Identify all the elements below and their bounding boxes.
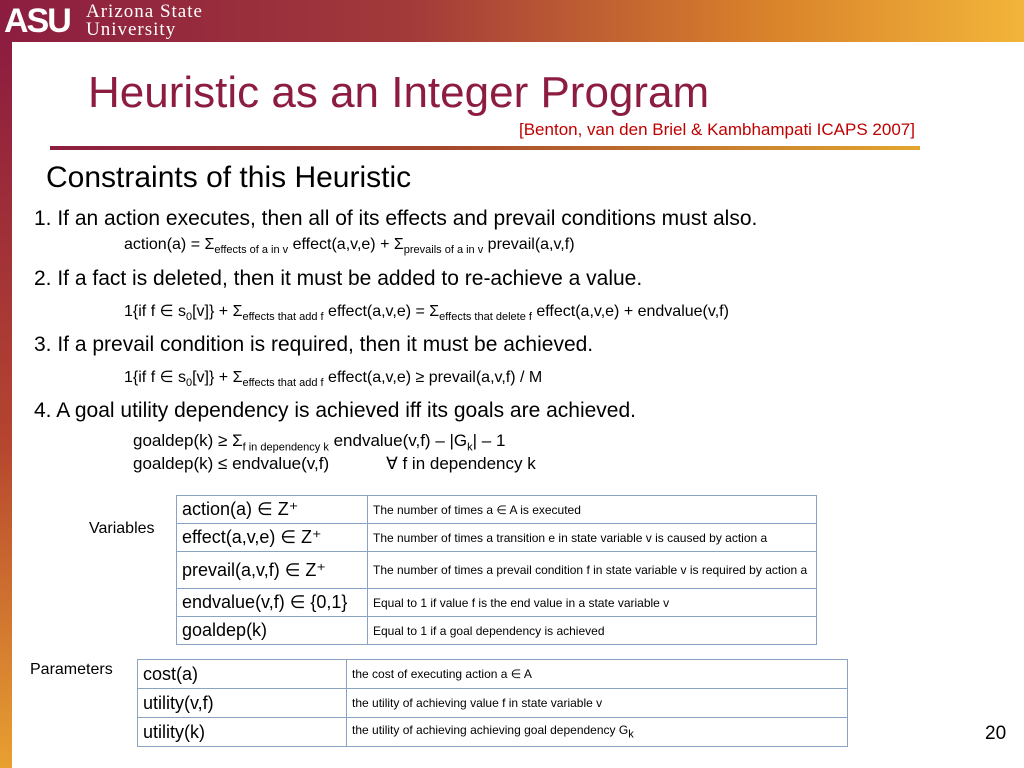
table-row (177, 617, 817, 645)
parameters-table (137, 659, 848, 747)
title-rule (50, 146, 920, 150)
equation-5: goaldep(k) ≤ endvalue(v,f) ∀ f in dependency k (133, 454, 536, 473)
table-row (177, 524, 817, 552)
table-row (138, 718, 848, 747)
page-number: 20 (985, 723, 1007, 744)
variable-description: The number of times a prevail condition f in state variable v is required by action a (368, 552, 817, 589)
subheading: Constraints of this Heuristic (46, 161, 412, 194)
citation: [Benton, van den Briel & Kambhampati ICAPS 2007] (519, 120, 915, 139)
table-row (138, 689, 848, 718)
variable-name: endvalue(v,f) ∈ {0,1} (177, 589, 368, 617)
table-row (138, 660, 848, 689)
variables-label: Variables (89, 520, 155, 537)
parameter-name: utility(k) (138, 718, 347, 747)
variable-name: action(a) ∈ Z⁺ (177, 496, 368, 524)
parameter-description: the cost of executing action a ∈ A (347, 660, 848, 689)
slide-title: Heuristic as an Integer Program (88, 68, 710, 117)
variable-name: prevail(a,v,f) ∈ Z⁺ (177, 552, 368, 589)
parameter-description: the utility of achieving achieving goal dependency $G_k$ (347, 718, 848, 747)
variable-description: The number of times a transition e in state variable v is caused by action a (368, 524, 817, 552)
variables-table (176, 495, 817, 645)
equation-3: 1{if f ∈ $s_0[v]\} + \Sigma_{effects that add f}$ effect(a,v,e) ≥ prevail(a,v,f) / M (124, 369, 543, 390)
variable-description: Equal to 1 if a goal dependency is achieved (368, 617, 817, 645)
left-stripe (0, 42, 12, 768)
equation-2: 1{if f ∈ $s_0[v]\} + \Sigma_{effects that add f}$ effect(a,v,e) = $\Sigma_{effects that delete f}$ effect(a,v,e) + endvalue(v,f) (124, 303, 729, 324)
equation-4: goaldep(k) ≥ $\Sigma_{f in dependency k}$ endvalue(v,f) – $|G_k| - 1$ (133, 431, 506, 454)
constraint-3: 3. If a prevail condition is required, then it must be achieved. (34, 333, 594, 356)
variable-description: Equal to 1 if value f is the end value in a state variable v (368, 589, 817, 617)
parameter-name: utility(v,f) (138, 689, 347, 718)
university-name-line1: Arizona State (86, 1, 203, 22)
asu-logo: ASU (4, 2, 70, 40)
constraint-1: 1. If an action executes, then all of its effects and prevail conditions must also. (34, 207, 758, 230)
variable-name: effect(a,v,e) ∈ Z⁺ (177, 524, 368, 552)
table-row (177, 496, 817, 524)
variable-name: goaldep(k) (177, 617, 368, 645)
variable-description: The number of times a ∈ A is executed (368, 496, 817, 524)
parameter-description: the utility of achieving value f in state variable v (347, 689, 848, 718)
table-row (177, 589, 817, 617)
university-wordmark (86, 3, 203, 39)
parameters-label: Parameters (30, 661, 113, 678)
constraint-2: 2. If a fact is deleted, then it must be added to re-achieve a value. (34, 267, 643, 290)
constraint-4: 4. A goal utility dependency is achieved iff its goals are achieved. (34, 399, 636, 422)
equation-1: action(a) = $\Sigma_{effects of a in v}$ effect(a,v,e) + $\Sigma_{prevails of a in v}$ prevail(a,v,f) (124, 236, 575, 257)
table-row (177, 552, 817, 589)
university-name-line2: University (86, 19, 177, 40)
parameter-name: cost(a) (138, 660, 347, 689)
